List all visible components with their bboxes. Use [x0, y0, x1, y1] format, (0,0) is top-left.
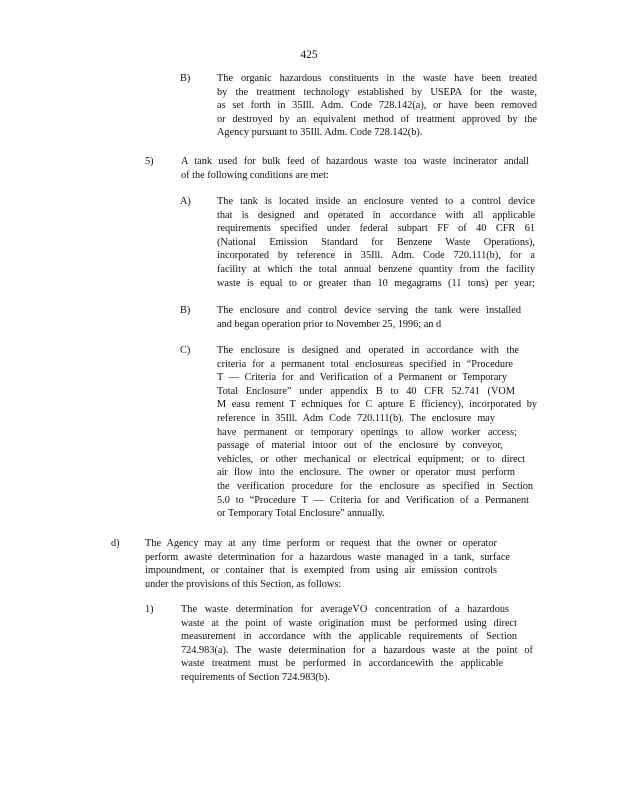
item-label: d) — [111, 538, 120, 549]
text-line: (National Emission Standard for Benzene Waste Operations), — [217, 236, 535, 248]
item-label: 5) — [145, 156, 154, 167]
text-line: air flow into the enclosure. The owner or operator must perform — [217, 467, 515, 479]
text-line: criteria for a permanent total enclosureas specified in “Procedure — [217, 358, 513, 370]
item-text — [217, 344, 537, 521]
item-label: B) — [180, 305, 191, 316]
text-line: M easu rement T echniques for C apture E fficiency), incorporated by — [217, 399, 537, 411]
text-line: of the following conditions are met: — [181, 169, 329, 181]
text-line: the verification procedure for the enclosure as specified in Section — [217, 480, 533, 492]
text-line: T — Criteria for and Verification of a Permanent or Temporary — [217, 372, 507, 384]
text-line: under the provisions of this Section, as follows: — [145, 578, 342, 590]
item-label: B) — [180, 73, 191, 84]
text-line: waste is equal to or greater than 10 megagrams (11 tons) per year; — [217, 277, 535, 289]
item-label: C) — [180, 345, 191, 356]
text-line: perform awaste determination for a hazardous waste managed in a tank, surface — [145, 551, 510, 563]
text-line: The tank is located inside an enclosure vented to a control device — [217, 196, 535, 207]
text-line: The enclosure and control device serving the tank were installed — [217, 305, 521, 316]
page-number: 425 — [300, 49, 318, 61]
text-line: The organic hazardous constituents in the waste have been treated — [217, 73, 537, 84]
text-line: requirements specified under federal subpart FF of 40 CFR 61 — [217, 223, 535, 235]
text-line: 724.983(a). The waste determination for a hazardous waste at the point of — [181, 644, 533, 656]
item-text — [217, 72, 537, 140]
item-text — [145, 537, 510, 591]
text-line: facility at which the total annual benzene quantity from the facility — [217, 263, 535, 275]
text-line: that is designed and operated in accordance with all applicable — [217, 209, 535, 221]
text-line: have permanent or temporary openings to allow worker access; — [217, 426, 517, 438]
item-text — [181, 603, 533, 685]
text-line: measurement in accordance with the applicable requirements of Section — [181, 631, 517, 643]
text-line: Agency pursuant to 35Ill. Adm. Code 728.142(b). — [217, 127, 423, 139]
text-line: The waste determination for averageVO concentration of a hazardous — [181, 604, 509, 615]
text-line: reference in 35Ill. Adm Code 720.111(b). The enclosure may — [217, 412, 495, 424]
text-line: waste treatment must be performed in accordancewith the applicable — [181, 658, 503, 670]
text-line: The enclosure is designed and operated in accordance with the — [217, 345, 519, 356]
text-line: requirements of Section 724.983(b). — [181, 671, 330, 683]
item-label: 1) — [145, 604, 154, 615]
text-line: passage of material intoor out of the enclosure by conveyor, — [217, 440, 503, 452]
text-line: or Temporary Total Enclosure” annually. — [217, 508, 385, 520]
text-line: Total Enclosure” under appendix B to 40 CFR 52.741 (VOM — [217, 385, 515, 397]
text-line: or destroyed by an equivalent method of treatment approved by the — [217, 113, 537, 125]
text-line: 5.0 to “Procedure T — Criteria for and Verification of a Permanent — [217, 494, 529, 506]
text-line: A tank used for bulk feed of hazardous waste toa waste incinerator andall — [181, 156, 529, 167]
text-line: impoundment, or container that is exempted from using air emission controls — [145, 565, 497, 577]
text-line: by the treatment technology established by USEPA for the waste, — [217, 86, 537, 98]
text-line: The Agency may at any time perform or request that the owner or operator — [145, 538, 497, 549]
item-text — [217, 304, 521, 331]
item-text — [217, 195, 535, 290]
text-line: vehicles, or other mechanical or electrical equipment; or to direct — [217, 453, 525, 465]
item-text — [181, 155, 529, 182]
text-line: incorporated by reference in 35Ill. Adm. Code 720.111(b), for a — [217, 250, 535, 262]
text-line: and began operation prior to November 25, 1996; an d — [217, 318, 442, 330]
text-line: waste at the point of waste origination must be performed using direct — [181, 617, 517, 629]
item-label: A) — [180, 196, 191, 207]
text-line: as set forth in 35Ill. Adm. Code 728.142(a), or have been removed — [217, 100, 537, 112]
